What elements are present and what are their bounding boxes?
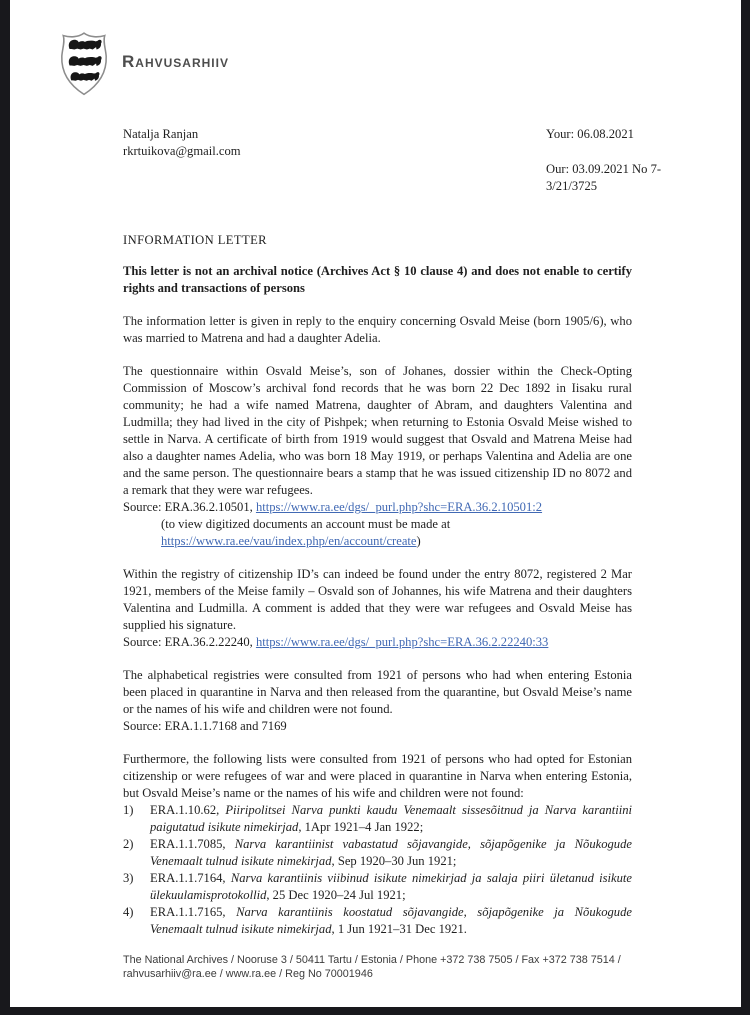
paragraph-alphabetical: The alphabetical registries were consulted from 1921 of persons who had when entering Estonia been placed in quarantine in Narva and then released from the quarantine, but Osvald Meise’s name or the names of his wife and children were not found. — [123, 668, 632, 716]
list-item-number: 2) — [123, 837, 134, 851]
recipient-name: Natalja Ranjan — [123, 127, 199, 141]
list-item — [123, 870, 632, 904]
list-item-number: 3) — [123, 871, 134, 885]
archive-reference: ERA.1.10.62, — [150, 803, 226, 817]
source-link-1[interactable]: https://www.ra.ee/dgs/_purl.php?shc=ERA.36.2.10501:2 — [255, 500, 543, 514]
source-line-2 — [123, 634, 632, 651]
list-item — [123, 904, 632, 938]
archive-dates: , 1Apr 1921–4 Jan 1922; — [298, 820, 424, 834]
paragraph-furthermore: Furthermore, the following lists were consulted from 1921 of persons who had opted for Estonian citizenship or were refugees of war and were placed in quarantine in Narva when entering Estonia, but Osvald Meise’s name or the names of his wife and children were not found: — [123, 752, 632, 800]
source-link-2[interactable]: https://www.ra.ee/dgs/_purl.php?shc=ERA.36.2.22240:33 — [255, 635, 549, 649]
our-reference-line2: 3/21/3725 — [546, 179, 598, 193]
list-item-number: 1) — [123, 803, 134, 817]
archive-dates: , 25 Dec 1920–24 Jul 1921; — [266, 888, 406, 902]
account-create-link[interactable]: https://www.ra.ee/vau/index.php/en/account/create — [161, 534, 417, 548]
correspondence-block — [123, 126, 662, 216]
account-note: (to view digitized documents an account must be made at — [161, 517, 451, 531]
list-item — [123, 802, 632, 836]
archive-title: Narva karantiinist vabastatud sõjavangide, sõjapõgenike ja Nõukogude Venemaalt tulnud isikute nimekirjad — [150, 837, 632, 868]
letter-disclaimer: This letter is not an archival notice (Archives Act § 10 clause 4) and does not enable to certify rights and transactions of persons — [123, 264, 632, 295]
archive-reference: ERA.1.1.7165, — [150, 905, 237, 919]
paragraph-questionnaire: The questionnaire within Osvald Meise’s, son of Johanes, dossier within the Check-Opting Commission of Moscow’s archival fond records that he was born 22 Dec 1892 in Iisaku rural community; he had a wife named Matrena, daughter of Abram, and daughters Valentina and Ludmilla; they had lived in the city of Pishpek; when returning to Estonia Osvald Meise wished to settle in Narva. A certificate of birth from 1919 would suggest that Osvald and Matrena Meise had also a daughter names Adelia, who was born 18 May 1919, or perhaps Valentina and Adelia are one and the same person. The questionnaire bears a stamp that he was issued citizenship ID no 8072 and a remark that they were war refugees. — [123, 364, 632, 497]
archive-title: Piiripolitsei Narva punkti kaudu Venemaalt sissesõitnud ja Narva karantiini paigutatud isikute nimekirjad — [150, 803, 632, 834]
estonia-coat-of-arms-icon — [57, 30, 111, 98]
our-reference-line1: Our: 03.09.2021 No 7- — [546, 162, 662, 176]
archive-contact-footer: The National Archives / Nooruse 3 / 50411 Tartu / Estonia / Phone +372 738 7505 / Fax +372 738 7514 / rahvusarhiiv@ra.ee / www.ra.ee / Reg No 70001946 — [123, 954, 621, 980]
source-line-3: Source: ERA.1.1.7168 and 7169 — [123, 719, 287, 733]
archive-title: Narva karantiinis viibinud isikute nimekirjad ja salaja piiri ületanud isikute ülekuulamisprotokollid — [150, 871, 632, 902]
paragraph-intro: The information letter is given in reply to the enquiry concerning Osvald Meise (born 1905/6), who was married to Matrena and had a daughter Adelia. — [123, 314, 632, 345]
note-close-paren: ) — [416, 534, 421, 548]
archive-title: Narva karantiinis koostatud sõjavangide, sõjapõgenike ja Nõukogude Venemaalt tulnud isikute nimekirjad — [150, 905, 632, 936]
archive-dates: , 1 Jun 1921–31 Dec 1921. — [331, 922, 467, 936]
org-name: Rahvusarhiiv — [122, 52, 229, 71]
archive-dates: , Sep 1920–30 Jun 1921; — [331, 854, 457, 868]
recipient-email: rkrtuikova@gmail.com — [123, 144, 241, 158]
consulted-lists — [123, 802, 632, 938]
reference-block — [546, 126, 736, 195]
letter-title: INFORMATION LETTER — [123, 233, 267, 247]
paragraph-registry: Within the registry of citizenship ID’s can indeed be found under the entry 8072, registered 2 Mar 1921, members of the Meise family – Osvald son of Johannes, his wife Matrena and their daughters Valentina and Ludmilla. A comment is added that they were war refugees and Osvald Meise has supplied his signature. — [123, 567, 632, 632]
your-reference: Your: 06.08.2021 — [546, 127, 634, 141]
source-label: Source: ERA.36.2.10501, — [123, 500, 256, 514]
source-line-1 — [123, 499, 632, 516]
letter-page — [10, 0, 741, 1007]
list-item-number: 4) — [123, 905, 134, 919]
archive-reference: ERA.1.1.7085, — [150, 837, 235, 851]
source-label: Source: ERA.36.2.22240, — [123, 635, 256, 649]
list-item — [123, 836, 632, 870]
account-note-link-line — [123, 533, 632, 550]
archive-reference: ERA.1.1.7164, — [150, 871, 231, 885]
